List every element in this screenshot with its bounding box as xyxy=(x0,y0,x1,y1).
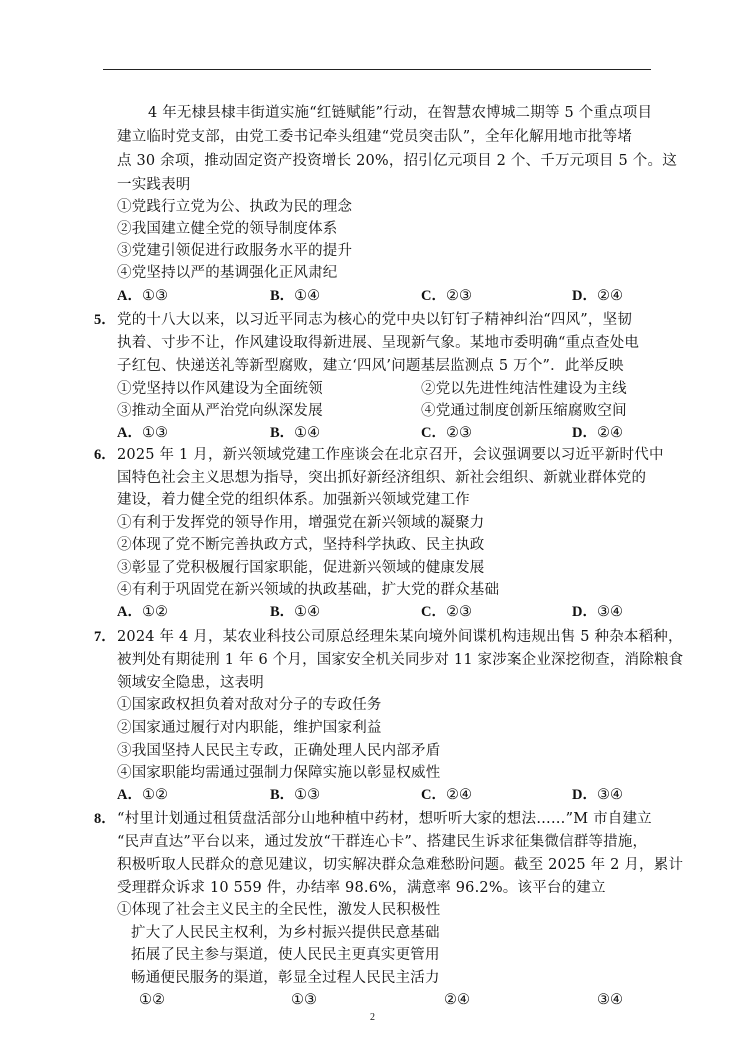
page-number: 2 xyxy=(370,1012,375,1023)
q6-number: 6． xyxy=(94,447,116,463)
q5-option-b[interactable]: B．①④ xyxy=(270,425,321,441)
q8-line: “村里计划通过租赁盘活部分山地种植中药材，想听听大家的想法……”M 市自建立 xyxy=(117,811,652,827)
q7-option-c[interactable]: C．②④ xyxy=(421,787,472,803)
q4-statement: ③党建引领促进行政服务水平的提升 xyxy=(117,243,353,259)
q7-number: 7． xyxy=(94,629,116,645)
q5-statement: ④党通过制度创新压缩腐败空间 xyxy=(421,403,627,419)
q8-option-b[interactable]: ①③ xyxy=(291,992,317,1008)
q4-option-a[interactable]: A．①③ xyxy=(117,288,168,304)
q4-line: 点 30 余项，推动固定资产投资增长 20%，招引亿元项目 2 个、千万元项目 5 个。这 xyxy=(117,153,677,169)
q8-statement: 拓展了民主参与渠道，使人民民主更真实更管用 xyxy=(131,947,440,963)
q4-option-b[interactable]: B．①④ xyxy=(270,288,321,304)
q7-statement: ③我国坚持人民民主专政，正确处理人民内部矛盾 xyxy=(117,743,441,759)
q4-option-d[interactable]: D．②④ xyxy=(572,288,623,304)
q6-option-d[interactable]: D．③④ xyxy=(572,604,623,620)
q6-statement: ④有利于巩固党在新兴领域的执政基础，扩大党的群众基础 xyxy=(117,582,500,598)
q5-line: 执着、寸步不让，作风建设取得新进展、呈现新气象。某地市委明确“重点查处电 xyxy=(117,335,640,351)
q5-option-a[interactable]: A．①③ xyxy=(117,425,168,441)
q5-option-c[interactable]: C．②③ xyxy=(421,425,472,441)
q7-line: 2024 年 4 月，某农业科技公司原总经理朱某向境外间谍机构违规出售 5 种杂本稻种， xyxy=(117,629,683,645)
q4-line: 建立临时党支部，由党工委书记牵头组建“党员突击队”，全年化解用地市批等堵 xyxy=(117,129,633,145)
q8-number: 8． xyxy=(94,811,116,827)
q8-statement: 畅通便民服务的渠道，彰显全过程人民民主活力 xyxy=(131,970,440,986)
q7-option-d[interactable]: D．③④ xyxy=(572,787,623,803)
q8-option-d[interactable]: ③④ xyxy=(597,992,623,1008)
q8-statement: ①体现了社会主义民主的全民性，激发人民积极性 xyxy=(117,902,441,918)
q6-option-c[interactable]: C．②③ xyxy=(421,604,472,620)
q8-line: 受理群众诉求 10 559 件，办结率 98.6%，满意率 96.2%。该平台的建立 xyxy=(117,880,606,896)
q5-line: 子红包、快递送礼等新型腐败，建立‘四风’问题基层监测点 5 万个”．此举反映 xyxy=(117,358,624,374)
q6-option-b[interactable]: B．①④ xyxy=(270,604,321,620)
q6-line: 2025 年 1 月，新兴领域党建工作座谈会在北京召开，会议强调要以习近平新时代中 xyxy=(117,447,664,463)
q6-option-a[interactable]: A．①② xyxy=(117,604,168,620)
q7-option-a[interactable]: A．①② xyxy=(117,787,168,803)
q4-statement: ①党践行立党为公、执政为民的理念 xyxy=(117,199,353,215)
q7-option-b[interactable]: B．①③ xyxy=(270,787,321,803)
q7-statement: ④国家职能均需通过强制力保障实施以彰显权威性 xyxy=(117,765,441,781)
q8-statement: 扩大了人民民主权利，为乡村振兴提供民意基础 xyxy=(131,925,440,941)
q5-statement: ①党坚持以作风建设为全面统领 xyxy=(117,381,323,397)
q6-line: 建设，着力健全党的组织体系。加强新兴领域党建工作 xyxy=(117,492,470,508)
q4-statement: ②我国建立健全党的领导制度体系 xyxy=(117,221,338,237)
q5-statement: ③推动全面从严治党向纵深发展 xyxy=(117,403,323,419)
q6-line: 国特色社会主义思想为指导，突出抓好新经济组织、新社会组织、新就业群体党的 xyxy=(117,470,647,486)
q6-statement: ②体现了党不断完善执政方式，坚持科学执政、民主执政 xyxy=(117,537,485,553)
q8-line: 积极听取人民群众的意见建议，切实解决群众急难愁盼问题。截至 2025 年 2 月，累计 xyxy=(117,857,684,873)
q8-option-c[interactable]: ②④ xyxy=(444,992,470,1008)
q7-line: 被判处有期徒刑 1 年 6 个月，国家安全机关同步对 11 家涉案企业深挖彻查，消除粮食 xyxy=(117,652,684,668)
q6-statement: ③彰显了党积极履行国家职能，促进新兴领域的健康发展 xyxy=(117,560,485,576)
q7-line: 领域安全隐患，这表明 xyxy=(117,675,264,691)
header-rule xyxy=(103,69,651,70)
q5-option-d[interactable]: D．②④ xyxy=(572,425,623,441)
q8-option-a[interactable]: ①② xyxy=(139,992,165,1008)
q5-number: 5． xyxy=(94,312,116,328)
q8-line: “民声直达”平台以来，通过发放“干群连心卡”、搭建民生诉求征集微信群等措施， xyxy=(117,834,648,850)
q7-statement: ①国家政权担负着对敌对分子的专政任务 xyxy=(117,697,382,713)
q4-option-c[interactable]: C．②③ xyxy=(421,288,472,304)
q4-statement: ④党坚持以严的基调强化正风肃纪 xyxy=(117,265,338,281)
q4-line: 一实践表明 xyxy=(117,177,191,193)
q4-line: 4 年无棣县棣丰街道实施“红链赋能”行动，在智慧农博城二期等 5 个重点项目 xyxy=(148,105,653,121)
q5-statement: ②党以先进性纯洁性建设为主线 xyxy=(421,381,627,397)
q7-statement: ②国家通过履行对内职能，维护国家利益 xyxy=(117,720,382,736)
q6-statement: ①有利于发挥党的领导作用，增强党在新兴领域的凝聚力 xyxy=(117,515,485,531)
q5-line: 党的十八大以来，以习近平同志为核心的党中央以钉钉子精神纠治“四风”，坚韧 xyxy=(117,312,633,328)
